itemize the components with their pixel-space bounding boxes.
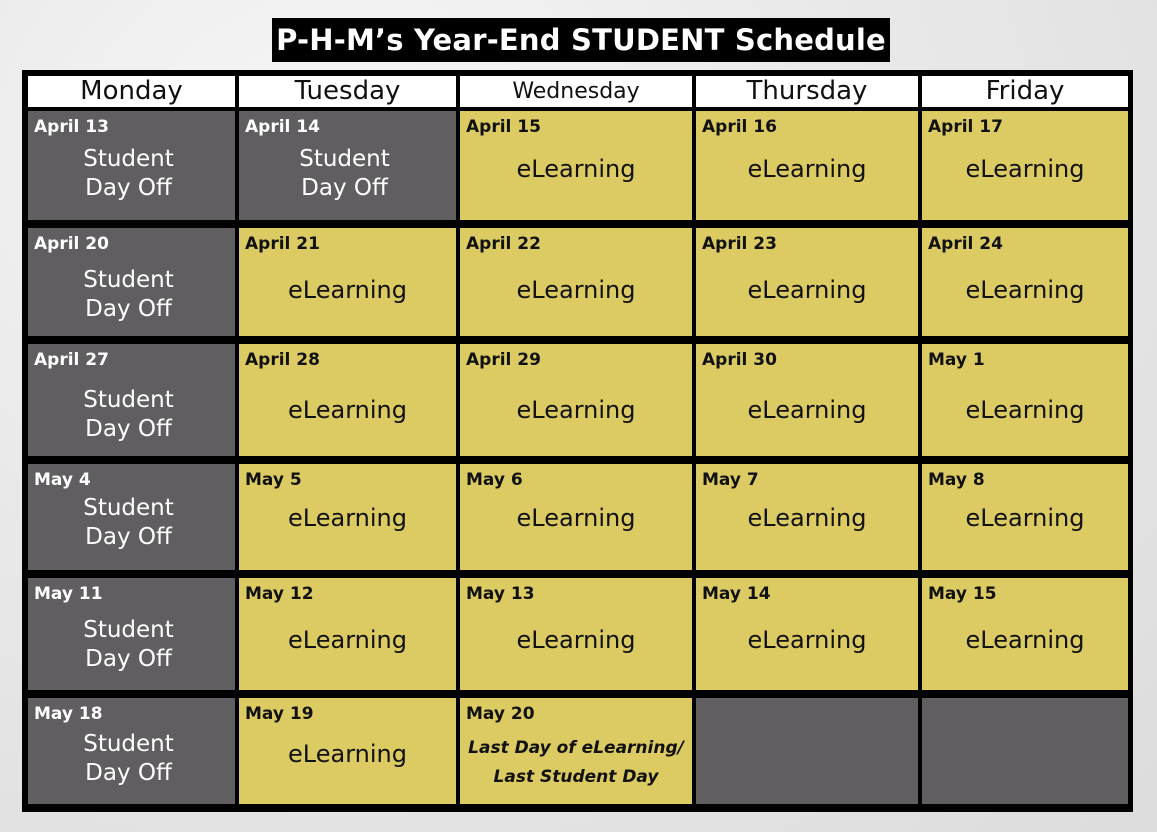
day-off-label: Student Day Off [83,495,174,550]
empty-day-cell [696,698,918,804]
cell-date: April 30 [702,350,777,370]
day-header-tuesday: Tuesday [239,76,456,107]
last-day-label: Last Day of eLearning/ Last Student Day [468,738,684,787]
elearning-label: eLearning [516,396,636,424]
cell-date: April 28 [245,350,320,370]
cell-date: April 20 [34,234,109,254]
day-cell [239,228,456,336]
elearning-label: eLearning [288,396,407,424]
cell-date: April 16 [702,117,777,137]
cell-date: May 5 [245,470,302,490]
day-off-label: Student Day Off [83,617,174,672]
day-cell [922,578,1128,690]
day-cell [460,464,692,570]
cell-date: April 24 [928,234,1003,254]
elearning-label: eLearning [747,276,867,304]
elearning-label: eLearning [516,504,636,532]
elearning-label: eLearning [747,504,867,532]
cell-date: May 15 [928,584,997,604]
day-cell [239,698,456,804]
day-cell [696,228,918,336]
cell-date: April 29 [466,350,541,370]
cell-date: May 11 [34,584,103,604]
cell-date: May 8 [928,470,985,490]
elearning-label: eLearning [965,276,1085,304]
day-cell [239,111,456,220]
day-header-thursday: Thursday [696,76,918,107]
elearning-label: eLearning [965,155,1085,183]
day-cell [696,111,918,220]
cell-date: April 14 [245,117,320,137]
cell-date: May 1 [928,350,985,370]
day-off-label: Student Day Off [299,146,390,201]
cell-date: May 13 [466,584,535,604]
elearning-label: eLearning [288,504,407,532]
day-cell [460,111,692,220]
elearning-label: eLearning [747,396,867,424]
cell-date: April 23 [702,234,777,254]
day-cell [922,111,1128,220]
day-cell [922,228,1128,336]
day-cell [922,464,1128,570]
day-cell [460,228,692,336]
cell-date: May 6 [466,470,523,490]
elearning-label: eLearning [747,155,867,183]
day-header-monday: Monday [28,76,235,107]
cell-date: April 13 [34,117,109,137]
elearning-label: eLearning [288,276,407,304]
elearning-label: eLearning [288,626,407,654]
day-cell [239,464,456,570]
day-off-label: Student Day Off [83,387,174,442]
elearning-label: eLearning [965,504,1085,532]
day-cell [696,578,918,690]
day-cell [28,578,235,690]
cell-date: May 18 [34,704,103,724]
cell-date: May 7 [702,470,759,490]
page-title: P-H-M’s Year-End STUDENT Schedule [272,18,890,62]
day-off-label: Student Day Off [83,267,174,322]
day-cell [460,578,692,690]
day-cell [239,578,456,690]
day-cell [460,698,692,804]
day-cell [28,111,235,220]
elearning-label: eLearning [516,276,636,304]
cell-date: May 12 [245,584,314,604]
elearning-label: eLearning [965,626,1085,654]
elearning-label: eLearning [516,626,636,654]
day-cell [239,344,456,456]
day-off-label: Student Day Off [83,731,174,786]
elearning-label: eLearning [965,396,1085,424]
day-cell [460,344,692,456]
day-header-friday: Friday [922,76,1128,107]
cell-date: May 4 [34,470,91,490]
day-cell [28,344,235,456]
cell-date: April 21 [245,234,320,254]
day-cell [696,344,918,456]
day-cell [28,228,235,336]
empty-day-cell [922,698,1128,804]
cell-date: April 27 [34,350,109,370]
cell-date: May 20 [466,704,535,724]
day-cell [922,344,1128,456]
cell-date: April 22 [466,234,541,254]
elearning-label: eLearning [288,740,407,768]
day-cell [696,464,918,570]
cell-date: April 15 [466,117,541,137]
day-cell [28,464,235,570]
day-cell [28,698,235,804]
day-header-wednesday: Wednesday [460,76,692,107]
day-off-label: Student Day Off [83,146,174,201]
cell-date: April 17 [928,117,1003,137]
elearning-label: eLearning [747,626,867,654]
schedule-grid [22,70,1133,812]
elearning-label: eLearning [516,155,636,183]
cell-date: May 19 [245,704,314,724]
cell-date: May 14 [702,584,771,604]
